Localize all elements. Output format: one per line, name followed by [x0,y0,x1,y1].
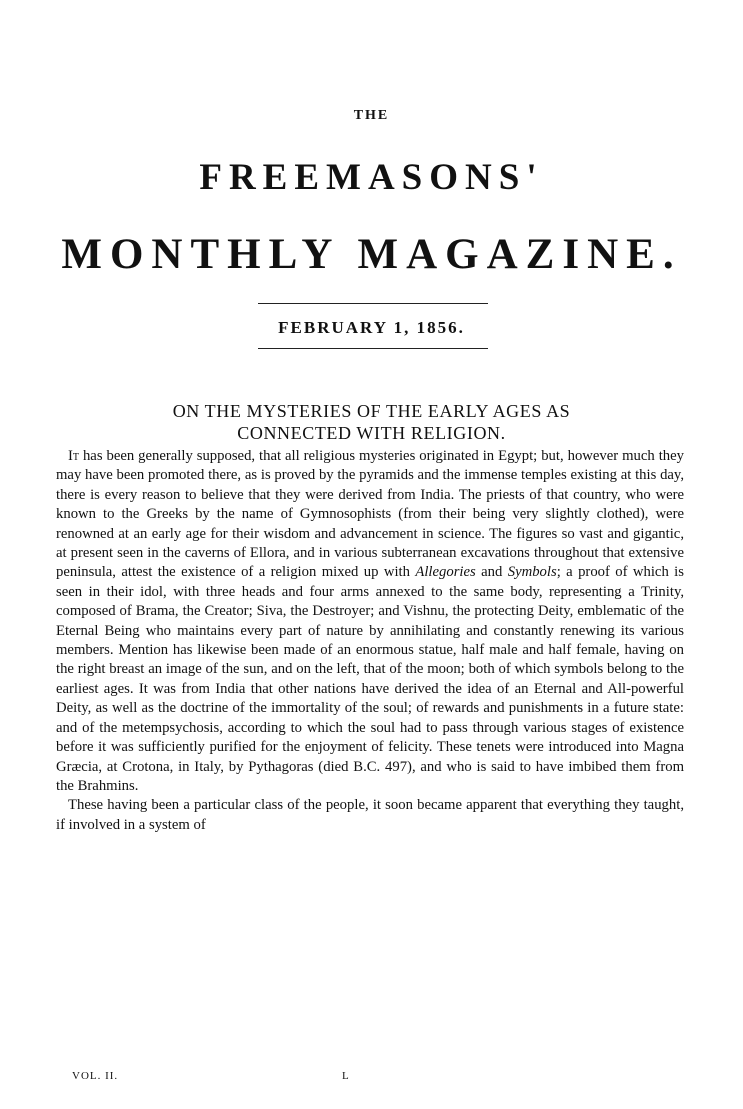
masthead-the: THE [353,108,390,123]
article-title-line-1: ON THE MYSTERIES OF THE EARLY AGES AS [172,401,571,421]
issue-date: FEBRUARY 1, 1856. [278,318,465,337]
volume-number: VOL. II. [72,1070,119,1082]
article-body [56,447,684,835]
page-footer [72,1070,372,1082]
divider-rule-bottom [258,348,488,349]
emphasis-allegories: Allegories [415,564,476,581]
paragraph-1-text-a: has been generally supposed, that all religious mysteries originated in Egypt; but, however much they may have been promoted there, as is proved by the pyramids and the immense temples existing at this day, there is every reason to believe that they were derived from India. The priests of that country, who were known to the Greeks by the name of Gymnosophists (from their being very slightly clothed), were renowned at an early age for their wisdom and advancement in science. The figures so vast and gigantic, at present seen in the caverns of Ellora, and in various subterranean excavations throughout that extensive peninsula, attest the existence of a religion mixed up with [56,448,684,581]
paragraph-1 [56,447,684,796]
masthead-freemasons: FREEMASONS' [199,157,544,198]
emphasis-symbols: Symbols [507,564,557,581]
paragraph-2: These having been a particular class of the people, it soon became apparent that everything they taught, if involved in a system of [56,797,684,833]
drop-cap: It [68,448,79,464]
paragraph-1-and: and [475,564,508,581]
divider-rule-top [258,303,488,304]
article-title-line-2: CONNECTED WITH RELIGION. [237,423,506,443]
paragraph-1-text-b: ; a proof of which is seen in their idol, with three heads and four arms annexed to the same body, representing a Trinity, composed of Brama, the Creator; Siva, the Destroyer; and Vishnu, the protecting Deity, emblematic of the Eternal Being who maintains every part of nature by annihilating and constantly renewing its various members. Mention has likewise been made of an enormous statue, half male and half female, having on the right breast an image of the sun, and on the left, that of the moon; both of which symbols belong to the earliest ages. It was from India that other nations have derived the idea of an Eternal and All-powerful Deity, as well as the doctrine of the immortality of the soul; of rewards and punishments in a future state: and of the metempsychosis, according to which the soul had to pass through various stages of existence before it was sufficiently purified for the enjoyment of felicity. These tenets were introduced into Magna Græcia, at Crotona, in Italy, by Pythagoras (died B.C. 497), and who is said to have imbibed them from the Brahmins. [56,564,684,794]
masthead-monthly-magazine: MONTHLY MAGAZINE. [61,231,682,278]
article-title [40,400,703,444]
signature-mark: L [342,1070,350,1082]
